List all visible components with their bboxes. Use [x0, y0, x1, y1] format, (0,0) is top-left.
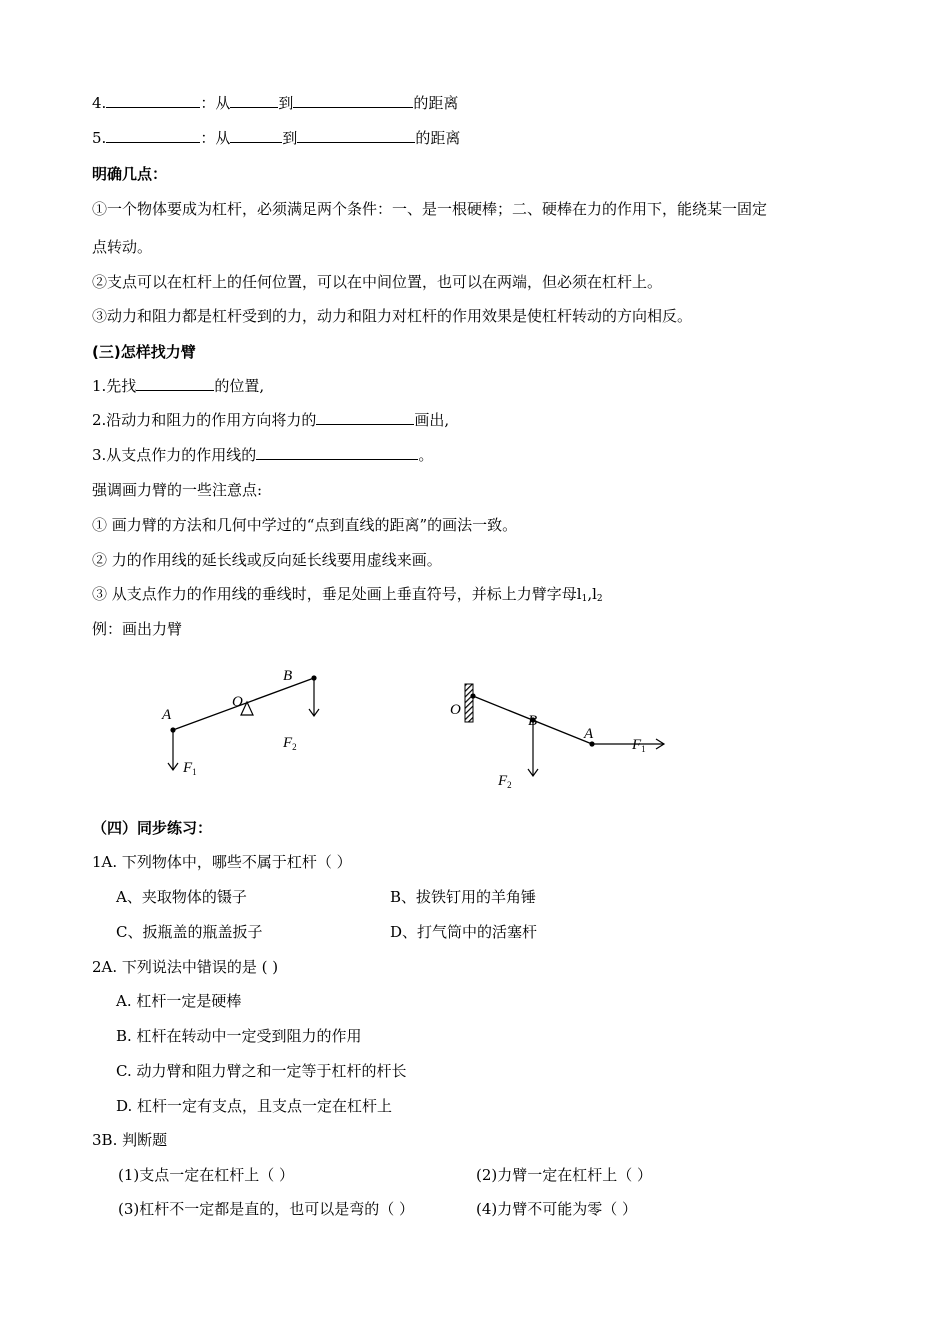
step-1	[92, 376, 264, 396]
fill-item-4	[92, 93, 458, 113]
step-text: 画出,	[414, 411, 450, 429]
label-a: A	[584, 726, 594, 742]
q3-item-4[interactable]: (4)力臂不可能为零（ ）	[476, 1200, 638, 1218]
note-1-cont: 点转动。	[92, 238, 153, 256]
example-label: 例：画出力臂	[92, 620, 183, 638]
step-text: 。	[418, 446, 434, 464]
label-f1: $F_1$	[632, 737, 646, 754]
blank[interactable]	[106, 93, 200, 108]
point-o	[470, 693, 475, 698]
question-2: 2A. 下列说法中错误的是 ( )	[92, 958, 279, 976]
note-3: ③动力和阻力都是杠杆受到的力，动力和阻力对杠杆的作用效果是使杠杆转动的方向相反。	[92, 307, 693, 325]
arm-letter: ,l	[587, 585, 597, 603]
section-heading: (三)怎样找力臂	[92, 343, 196, 361]
lever-bar	[173, 678, 314, 730]
q2-option-d[interactable]: D. 杠杆一定有支点，且支点一定在杠杆上	[116, 1097, 393, 1115]
emphasis-heading: 强调画力臂的一些注意点:	[92, 481, 263, 499]
item-number: 4.	[92, 94, 107, 112]
blank[interactable]	[293, 93, 413, 108]
step-3	[92, 445, 433, 465]
question-1: 1A. 下列物体中，哪些不属于杠杆（ ）	[92, 853, 352, 871]
step-text: 1.先找	[92, 377, 137, 395]
arm-subscript: 2	[596, 594, 603, 604]
item-text: ：从	[200, 94, 231, 112]
q1-option-a[interactable]: A、夹取物体的镊子	[116, 888, 247, 906]
item-text: 的距离	[415, 129, 461, 147]
practice-heading: （四）同步练习：	[92, 819, 213, 837]
label-b: B	[283, 668, 293, 684]
item-text: 到	[282, 129, 298, 147]
blank[interactable]	[256, 445, 418, 460]
step-text: 2.沿动力和阻力的作用方向将力的	[92, 411, 317, 429]
question-3: 3B. 判断题	[92, 1131, 168, 1149]
item-text: 的距离	[413, 94, 459, 112]
item-text: 到	[278, 94, 294, 112]
emphasis-3	[92, 584, 603, 609]
label-f2: $F_2$	[283, 735, 297, 752]
q3-item-1[interactable]: (1)支点一定在杠杆上（ ）	[118, 1166, 295, 1184]
arm-subscript: 1	[581, 594, 588, 604]
label-b: B	[528, 713, 538, 729]
step-2	[92, 410, 449, 430]
q2-option-b[interactable]: B. 杠杆在转动中一定受到阻力的作用	[116, 1027, 362, 1045]
label-a: A	[162, 707, 172, 723]
label-o: O	[450, 702, 461, 718]
notes-heading: 明确几点：	[92, 165, 168, 183]
label-o: O	[232, 694, 243, 710]
q3-item-2[interactable]: (2)力臂一定在杠杆上（ ）	[476, 1166, 653, 1184]
lever-diagram-2	[440, 676, 690, 801]
blank[interactable]	[136, 376, 214, 391]
note-1: ①一个物体要成为杠杆，必须满足两个条件：一、是一根硬棒；二、硬棒在力的作用下，能绕某一固定	[92, 200, 768, 218]
note-2: ②支点可以在杠杆上的任何位置，可以在中间位置，也可以在两端，但必须在杠杆上。	[92, 273, 663, 291]
blank[interactable]	[230, 128, 282, 143]
q2-option-a[interactable]: A. 杠杆一定是硬棒	[116, 992, 242, 1010]
q2-option-c[interactable]: C. 动力臂和阻力臂之和一定等于杠杆的杆长	[116, 1062, 407, 1080]
item-text: ：从	[200, 129, 231, 147]
step-text: 的位置,	[214, 377, 265, 395]
q1-option-d[interactable]: D、打气筒中的活塞杆	[390, 923, 538, 941]
arm-letter: l	[576, 585, 582, 603]
lever-diagram-1	[150, 660, 350, 790]
fill-item-5	[92, 128, 460, 148]
wall-icon	[465, 684, 473, 722]
blank[interactable]	[297, 128, 415, 143]
emphasis-1: ① 画力臂的方法和几何中学过的“点到直线的距离”的画法一致。	[92, 516, 518, 534]
q1-option-b[interactable]: B、拔铁钉用的羊角锤	[390, 888, 537, 906]
step-text: 3.从支点作力的作用线的	[92, 446, 257, 464]
emphasis-text: ③ 从支点作力的作用线的垂线时，垂足处画上垂直符号，并标上力臂字母	[92, 585, 577, 603]
label-f2: $F_2$	[498, 773, 512, 790]
blank[interactable]	[316, 410, 414, 425]
label-f1: $F_1$	[183, 760, 197, 777]
emphasis-2: ② 力的作用线的延长线或反向延长线要用虚线来画。	[92, 551, 442, 569]
blank[interactable]	[230, 93, 278, 108]
blank[interactable]	[106, 128, 200, 143]
q1-option-c[interactable]: C、扳瓶盖的瓶盖扳子	[116, 923, 263, 941]
q3-item-3[interactable]: (3)杠杆不一定都是直的，也可以是弯的（ ）	[118, 1200, 415, 1218]
item-number: 5.	[92, 129, 107, 147]
